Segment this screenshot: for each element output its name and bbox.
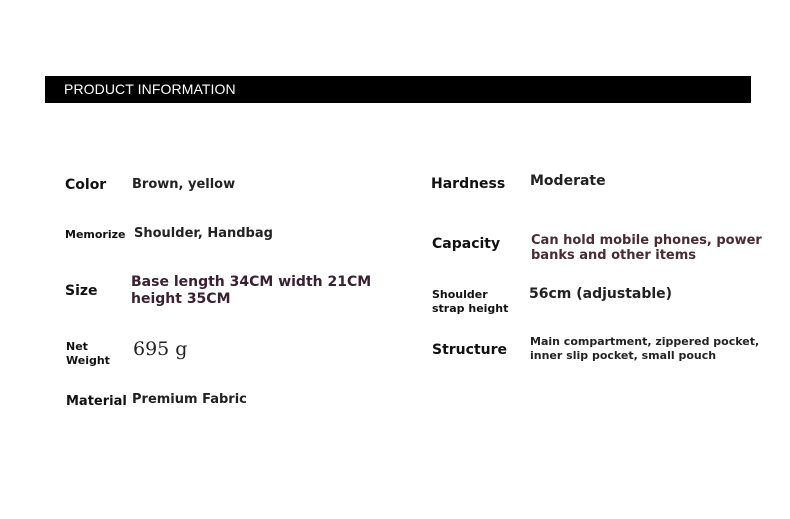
color-label: Color [65, 177, 107, 193]
capacity-value-line2: banks and other items [531, 248, 697, 263]
section-header-bar [45, 76, 751, 103]
material-label: Material [66, 394, 127, 409]
capacity-value-line1: Can hold mobile phones, power [531, 233, 762, 248]
shoulder-strap-label-line2: strap height [432, 302, 509, 315]
section-title: PRODUCT INFORMATION [64, 81, 236, 97]
structure-value-line1: Main compartment, zippered pocket, [530, 335, 760, 348]
memorize-value: Shoulder, Handbag [134, 226, 273, 241]
net-weight-value: 695 g [133, 338, 188, 360]
net-weight-label-line2: Weight [66, 354, 110, 367]
size-value-line2: height 35CM [131, 291, 231, 307]
hardness-label: Hardness [431, 176, 506, 192]
color-value: Brown, yellow [132, 177, 236, 192]
hardness-value: Moderate [530, 173, 606, 189]
size-value-line1: Base length 34CM width 21CM [131, 274, 372, 290]
memorize-label: Memorize [65, 228, 126, 241]
shoulder-strap-value: 56cm (adjustable) [529, 286, 673, 302]
shoulder-strap-label-line1: Shoulder [432, 288, 488, 301]
material-value: Premium Fabric [132, 392, 247, 407]
size-label: Size [65, 283, 98, 299]
structure-label: Structure [432, 342, 508, 358]
structure-value-line2: inner slip pocket, small pouch [530, 349, 717, 362]
net-weight-label-line1: Net [66, 340, 88, 353]
capacity-label: Capacity [432, 236, 501, 252]
